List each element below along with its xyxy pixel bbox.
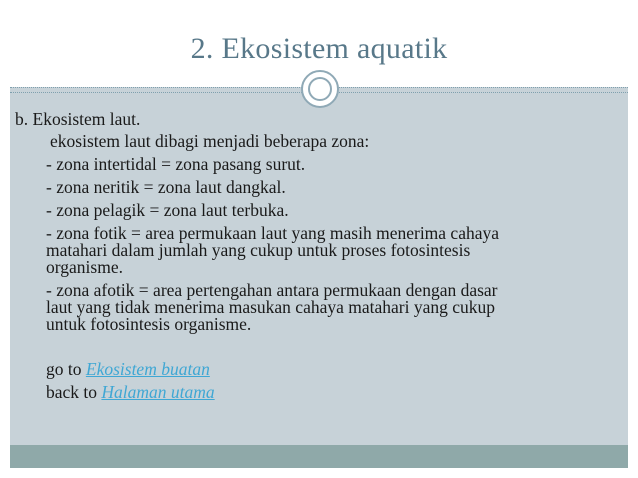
footer-bar — [10, 445, 628, 468]
zone-neritik: - zona neritik = zona laut dangkal. — [46, 177, 286, 197]
intro-text: ekosistem laut dibagi menjadi beberapa zona: — [50, 131, 370, 151]
zone-fotik-line-3: organisme. — [46, 257, 123, 277]
ekosistem-buatan-link[interactable]: Ekosistem buatan — [85, 359, 210, 379]
zone-intertidal: - zona intertidal = zona pasang surut. — [46, 154, 306, 174]
circle-ornament-icon — [301, 70, 339, 108]
zone-afotik-line-2: laut yang tidak menerima masukan cahaya matahari yang cukup — [46, 297, 495, 317]
zone-afotik-line-3: untuk fotosintesis organisme. — [46, 314, 252, 334]
slide — [10, 10, 628, 468]
zone-fotik-line-1: - zona fotik = area permukaan laut yang masih menerima cahaya — [46, 223, 500, 243]
goto-prefix: go to — [46, 359, 86, 379]
halaman-utama-link[interactable]: Halaman utama — [101, 382, 215, 402]
back-line — [46, 383, 215, 401]
back-prefix: back to — [46, 382, 102, 402]
zone-fotik-line-2: matahari dalam jumlah yang cukup untuk proses fotosintesis — [46, 240, 471, 260]
zone-pelagik: - zona pelagik = zona laut terbuka. — [46, 200, 289, 220]
zone-afotik-line-1: - zona afotik = area pertengahan antara permukaan dengan dasar — [46, 280, 498, 300]
section-heading: b. Ekosistem laut. — [15, 109, 141, 129]
goto-line — [46, 360, 210, 378]
circle-ornament-inner — [308, 77, 332, 101]
slide-title: 2. Ekosistem aquatik — [190, 32, 448, 65]
